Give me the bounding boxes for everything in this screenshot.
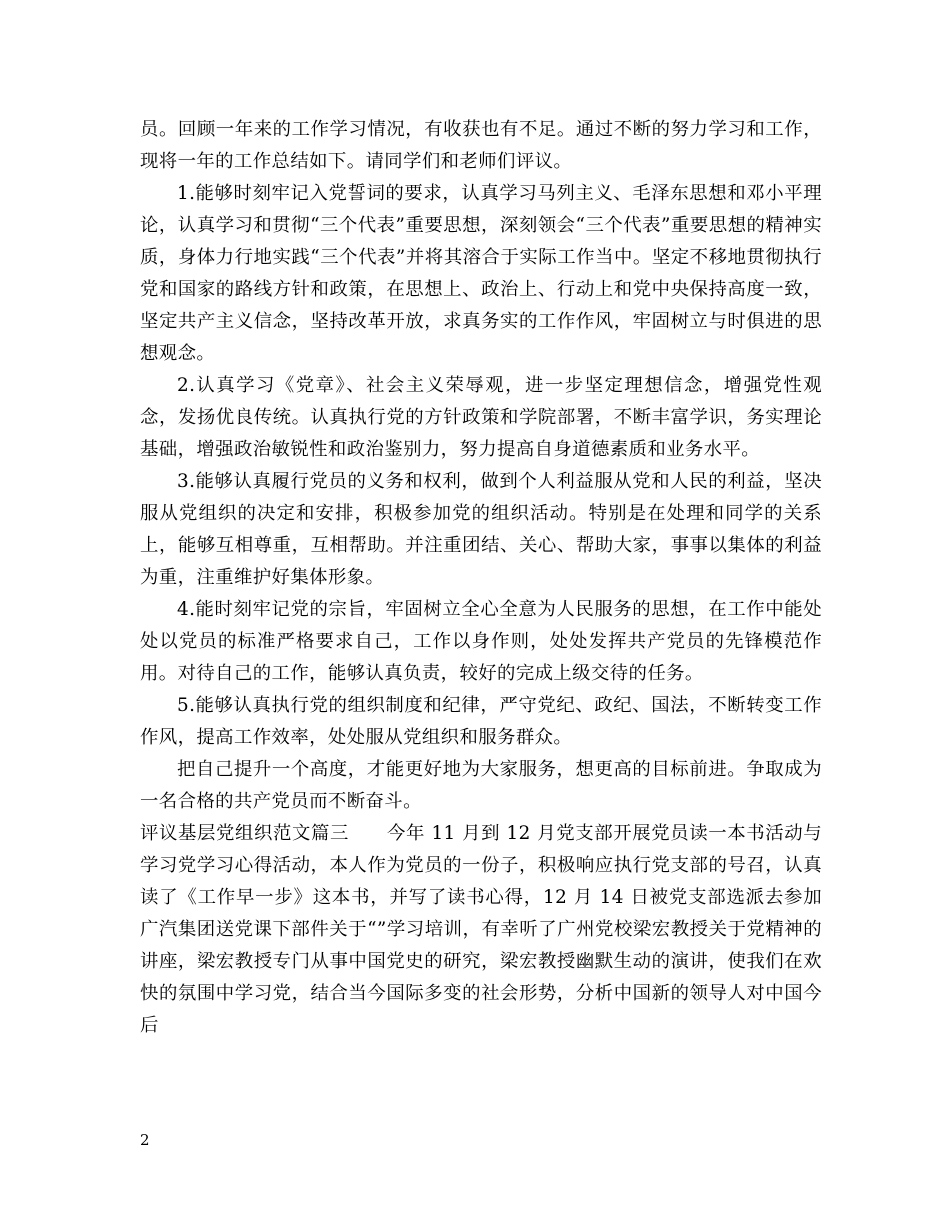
paragraph-conclusion: 把自己提升一个高度，才能更好地为大家服务，想更高的目标前进。争取成为一名合格的共产党员而不断奋斗。	[140, 759, 822, 812]
paragraph-section-three: 评议基层党组织范文篇三 今年 11 月到 12 月党支部开展党员读一本书活动与学习党学习心得活动，本人作为党员的一份子，积极响应执行党支部的号召，认真读了《工作早一步》这本书，并写了读书心得，12 月 14 日被党支部选派去参加广汽集团送党课下部件关于“”学习培训，有幸听了广州党校梁宏教授关于党精神的讲座，梁宏教授专门从事中国党史的研究，梁宏教授幽默生动的演讲，使我们在欢快的氛围中学习党，结合当今国际多变的社会形势，分析中国新的领导人对中国今后	[140, 823, 822, 1036]
paragraph-item-4: 4.能时刻牢记党的宗旨，牢固树立全心全意为人民服务的思想，在工作中能处处以党员的标准严格要求自己，工作以身作则，处处发挥共产党员的先锋模范作用。对待自己的工作，能够认真负责，较好的完成上级交待的任务。	[140, 599, 822, 684]
paragraph-item-2: 2.认真学习《党章》、社会主义荣辱观，进一步坚定理想信念，增强党性观念，发扬优良传统。认真执行党的方针政策和学院部署，不断丰富学识，务实理论基础，增强政治敏锐性和政治鉴别力，努力提高自身道德素质和业务水平。	[140, 375, 822, 460]
document-body	[140, 114, 822, 1042]
paragraph-item-5: 5.能够认真执行党的组织制度和纪律，严守党纪、政纪、国法，不断转变工作作风，提高工作效率，处处服从党组织和服务群众。	[140, 695, 822, 748]
page-number: 2	[140, 1131, 150, 1149]
paragraph-intro: 员。回顾一年来的工作学习情况，有收获也有不足。通过不断的努力学习和工作，现将一年的工作总结如下。请同学们和老师们评议。	[140, 119, 822, 172]
paragraph-item-1: 1.能够时刻牢记入党誓词的要求，认真学习马列主义、毛泽东思想和邓小平理论，认真学习和贯彻“三个代表”重要思想，深刻领会“三个代表”重要思想的精神实质，身体力行地实践“三个代表”并将其溶合于实际工作当中。坚定不移地贯彻执行党和国家的路线方针和政策，在思想上、政治上、行动上和党中央保持高度一致，坚定共产主义信念，坚持改革开放，求真务实的工作作风，牢固树立与时俱进的思想观念。	[140, 183, 822, 364]
paragraph-item-3: 3.能够认真履行党员的义务和权利，做到个人利益服从党和人民的利益，坚决服从党组织的决定和安排，积极参加党的组织活动。特别是在处理和同学的关系上，能够互相尊重，互相帮助。并注重团结、关心、帮助大家，事事以集体的利益为重，注重维护好集体形象。	[140, 471, 822, 588]
